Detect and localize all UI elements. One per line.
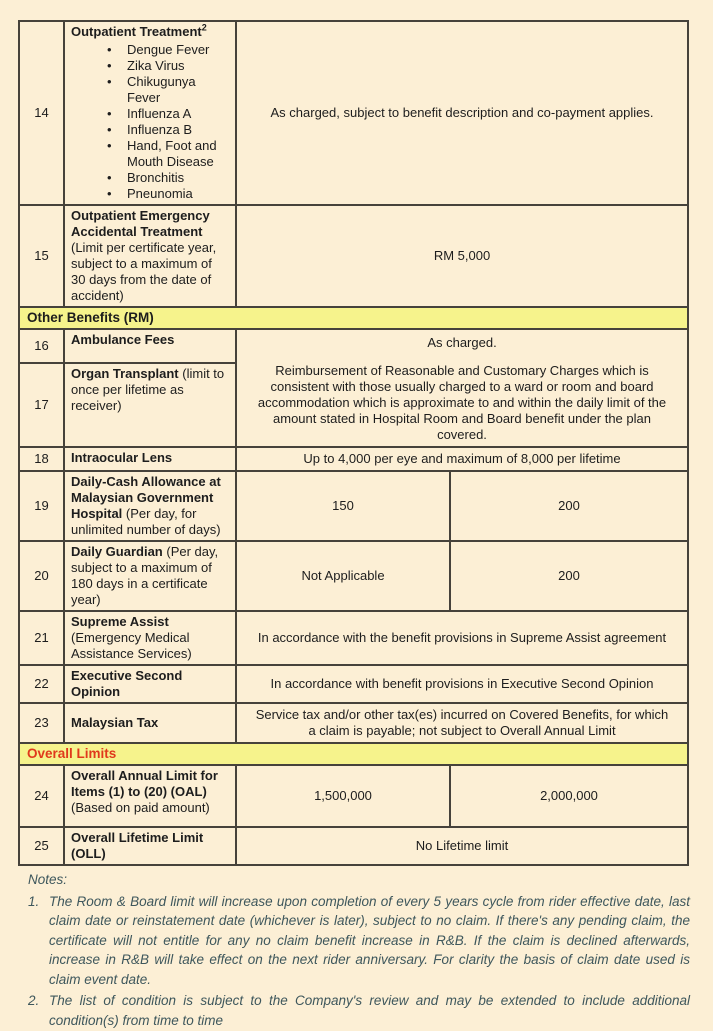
row-number: 15 [19, 205, 64, 307]
table-row-23 [19, 703, 688, 743]
benefit-name-cell [64, 765, 236, 827]
benefit-title-text: Outpatient Treatment [71, 24, 202, 39]
note-number: 2. [28, 993, 40, 1009]
benefit-name-cell [64, 205, 236, 307]
notes-section [28, 870, 690, 1031]
benefit-subtitle: (Emergency Medical Assistance Services) [71, 630, 192, 661]
bullet-label: Chikugunya Fever [127, 74, 196, 105]
benefits-table [18, 20, 689, 866]
list-item [71, 74, 229, 106]
row-number: 22 [19, 665, 64, 703]
benefit-title: Malaysian Tax [71, 715, 159, 730]
row-number: 20 [19, 541, 64, 611]
benefit-value-cell: In accordance with the benefit provisions in Supreme Assist agreement [236, 611, 688, 665]
table-row-22 [19, 665, 688, 703]
plan1-value-cell: 150 [236, 471, 450, 541]
benefit-name-cell [64, 329, 236, 363]
table-row-21 [19, 611, 688, 665]
value-paragraph: Reimbursement of Reasonable and Customary Charges which is consistent with those usually charged to a ward or room and board accommodation which is approximate to and within the daily limit of the amount stated in Hospital Room and Board benefit under the plan covered. [257, 363, 667, 442]
section-band-other-benefits [19, 307, 688, 329]
benefit-subtitle: (Per day, subject to a maximum of 180 days in a certificate year) [71, 544, 219, 607]
list-item [71, 138, 229, 170]
row-number: 14 [19, 21, 64, 205]
benefit-name-cell [64, 827, 236, 865]
plan1-value-cell: 1,500,000 [236, 765, 450, 827]
benefit-value-cell: Service tax and/or other tax(es) incurred on Covered Benefits, for which a claim is payable; not subject to Overall Annual Limit [236, 703, 688, 743]
table-row-20 [19, 541, 688, 611]
benefit-value-cell: In accordance with benefit provisions in Executive Second Opinion [236, 665, 688, 703]
note-item-1 [28, 892, 690, 990]
bullet-label: Pneunomia [127, 186, 193, 201]
bullet-icon [107, 186, 127, 202]
row-number: 18 [19, 447, 64, 471]
section-header: Overall Limits [19, 743, 688, 765]
bullet-label: Hand, Foot and Mouth Disease [127, 138, 217, 169]
row-number: 23 [19, 703, 64, 743]
benefit-subtitle: (Per day, for unlimited number of days) [71, 506, 221, 537]
section-header: Other Benefits (RM) [19, 307, 688, 329]
benefit-title: Outpatient Emergency Accidental Treatment [71, 208, 210, 239]
table-row-25 [19, 827, 688, 865]
benefit-title: Ambulance Fees [71, 332, 175, 347]
benefit-name-cell [64, 703, 236, 743]
benefit-title: Daily-Cash Allowance at Malaysian Government Hospital [71, 474, 221, 521]
benefit-subtitle: (limit to once per lifetime as receiver) [71, 366, 225, 414]
benefit-value-cell: No Lifetime limit [236, 827, 688, 865]
benefit-title: Intraocular Lens [71, 450, 173, 465]
row-number: 24 [19, 765, 64, 827]
bullet-label: Dengue Fever [127, 42, 210, 57]
note-item-2 [28, 991, 690, 1030]
row-number: 21 [19, 611, 64, 665]
benefit-value-cell: RM 5,000 [236, 205, 688, 307]
benefit-subtitle: (Limit per certificate year, subject to a maximum of 30 days from the date of accident) [71, 240, 217, 303]
benefit-title: Overall Lifetime Limit (OLL) [71, 830, 204, 861]
plan2-value-cell: 200 [450, 541, 688, 611]
benefit-name-cell [64, 21, 236, 205]
list-item [71, 58, 229, 74]
plan2-value-cell: 2,000,000 [450, 765, 688, 827]
plan1-value-cell: Not Applicable [236, 541, 450, 611]
benefit-name-cell [64, 665, 236, 703]
benefit-subtitle: (Based on paid amount) [71, 800, 210, 815]
row-number: 19 [19, 471, 64, 541]
footnote-superscript: 2 [201, 22, 207, 33]
benefit-title [71, 24, 207, 39]
bullet-label: Influenza B [127, 122, 193, 137]
bullet-icon [107, 106, 127, 122]
notes-heading: Notes: [28, 872, 68, 887]
benefit-title: Executive Second Opinion [71, 668, 183, 699]
bullet-icon [107, 74, 127, 106]
bullet-label: Zika Virus [127, 58, 185, 73]
note-text: The list of condition is subject to the Company's review and may be extended to include additional condition(s) from time to time [49, 993, 690, 1028]
table-row-24 [19, 765, 688, 827]
note-number: 1. [28, 893, 40, 909]
condition-bullet-list [71, 42, 229, 202]
list-item [71, 122, 229, 138]
benefit-value-cell [236, 329, 688, 447]
benefit-title: Daily Guardian [71, 544, 163, 559]
note-text: The Room & Board limit will increase upon completion of every 5 years cycle from rider effective date, last claim date or reinstatement date (whichever is later), subject to no claim. If there's any pending claim, the certificate will not entitle for any no claim benefit increase in R&B. If the claim is declined afterwards, increase in R&B will take effect on the next rider anniversary. For clarity the basis of claim date used is claim event date. [49, 893, 690, 987]
benefit-name-cell [64, 447, 236, 471]
benefit-name-cell [64, 541, 236, 611]
table-row-18 [19, 447, 688, 471]
benefit-name-cell [64, 611, 236, 665]
benefit-title: Organ Transplant [71, 366, 179, 382]
table-row-15 [19, 205, 688, 307]
list-item [71, 186, 229, 202]
benefit-title: Overall Annual Limit for Items (1) to (20) (OAL) [71, 768, 218, 799]
plan2-value-cell: 200 [450, 471, 688, 541]
table-row-16 [19, 329, 688, 363]
row-number: 17 [19, 363, 64, 447]
bullet-icon [107, 42, 127, 58]
list-item [71, 170, 229, 186]
bullet-icon [107, 170, 127, 186]
row-number: 16 [19, 329, 64, 363]
benefit-name-cell [64, 471, 236, 541]
row-number: 25 [19, 827, 64, 865]
list-item [71, 106, 229, 122]
bullet-icon [107, 138, 127, 170]
benefit-name-cell [64, 363, 236, 447]
value-line-as-charged: As charged. [427, 335, 497, 350]
list-item [71, 42, 229, 58]
section-band-overall-limits [19, 743, 688, 765]
bullet-icon [107, 122, 127, 138]
bullet-label: Influenza A [127, 106, 192, 121]
bullet-icon [107, 58, 127, 74]
table-row-14 [19, 21, 688, 205]
benefit-value-cell: Up to 4,000 per eye and maximum of 8,000 per lifetime [236, 447, 688, 471]
benefit-title: Supreme Assist [71, 614, 169, 629]
benefit-value-cell: As charged, subject to benefit description and co-payment applies. [236, 21, 688, 205]
bullet-label: Bronchitis [127, 170, 185, 185]
table-row-19 [19, 471, 688, 541]
